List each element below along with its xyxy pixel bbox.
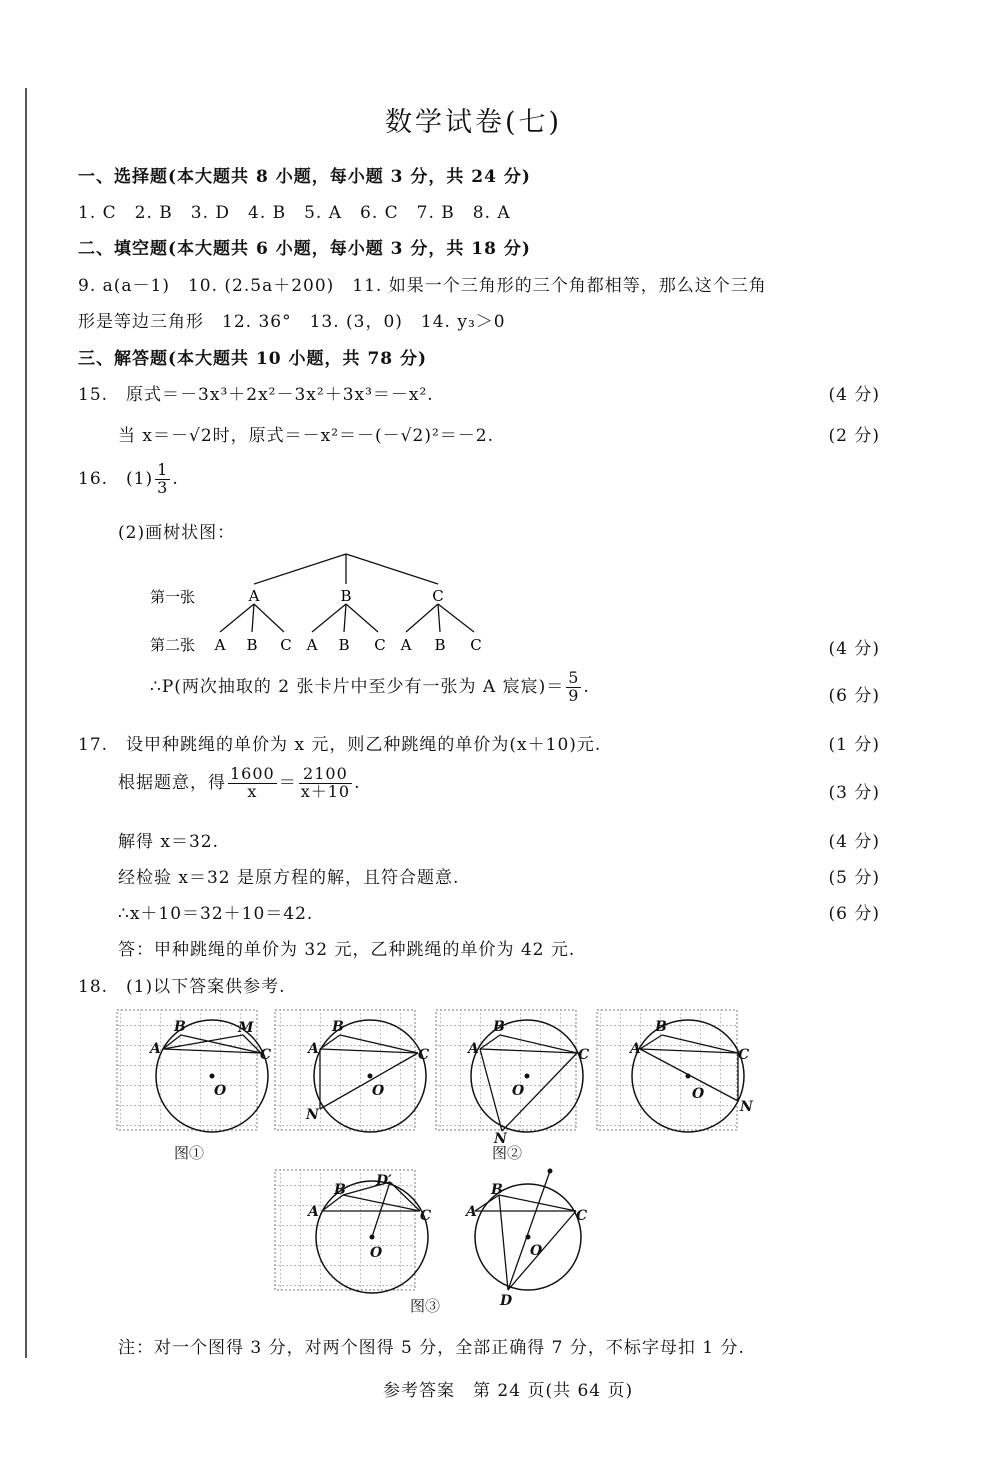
q17-line3: 解得 x＝32.	[118, 832, 220, 852]
label-B: B	[493, 1019, 505, 1035]
label-A: A	[308, 1041, 319, 1057]
figure-3-caption: 图③	[410, 1297, 441, 1315]
tree-second-node: B	[338, 636, 350, 654]
page-footer: 参考答案 第 24 页(共 64 页)	[383, 1381, 634, 1401]
tree-second-node: C	[374, 636, 386, 654]
q16-score-prob: (6 分)	[828, 686, 880, 706]
q16-part1: 16. (1) $\frac{1}{3}$ .	[78, 460, 179, 497]
figure-3-grid-a	[275, 1170, 428, 1293]
page-title: 数学试卷(七)	[385, 107, 563, 138]
tree-first-A: A	[248, 587, 260, 605]
label-O: O	[372, 1083, 385, 1099]
q17-frac-a-den: x	[247, 781, 258, 801]
label-B: B	[491, 1182, 503, 1198]
label-O: O	[370, 1245, 383, 1261]
label-N: N	[306, 1107, 319, 1123]
q17-line6: 答：甲种跳绳的单价为 32 元，乙种跳绳的单价为 42 元.	[118, 940, 576, 960]
q18-line1: 18. (1)以下答案供参考.	[78, 977, 286, 997]
q17-equation: 根据题意，得 $\frac{1600}{x}$ ＝ $\frac{2100}{x+10}$ .	[118, 764, 361, 801]
tree-second-node: C	[280, 636, 292, 654]
q16-part2: (2)画树状图：	[118, 523, 236, 543]
q17-eq-prefix: 根据题意，得	[118, 772, 226, 793]
q17-score3: (4 分)	[828, 832, 880, 852]
section2-line2: 形是等边三角形 12. 36° 13. (3，0) 14. y₃＞0	[78, 312, 506, 332]
label-O: O	[692, 1086, 705, 1102]
tree-second-node: B	[434, 636, 446, 654]
section2-heading: 二、填空题(本大题共 6 小题，每小题 3 分，共 18 分)	[78, 239, 531, 259]
tree-first-C: C	[432, 587, 444, 605]
label-Dp: D′	[376, 1173, 392, 1189]
q15-score1: (4 分)	[828, 385, 880, 405]
q17-score1: (1 分)	[828, 735, 880, 755]
q16-probability: ∴P(两次抽取的 2 张卡片中至少有一张为 A 宸宸)＝ $\frac{5}{9}$ .	[150, 668, 590, 705]
q16-prob-text: ∴P(两次抽取的 2 张卡片中至少有一张为 A 宸宸)＝	[150, 676, 565, 697]
q17-line5: ∴x＋10＝32＋10＝42.	[118, 904, 314, 924]
label-A: A	[466, 1204, 477, 1220]
q16-score-tree: (4 分)	[828, 639, 880, 659]
q17-frac-a	[228, 766, 277, 801]
label-O: O	[530, 1243, 543, 1259]
tree-second-node: B	[246, 636, 258, 654]
q18-note: 注：对一个图得 3 分，对两个图得 5 分，全部正确得 7 分，不标字母扣 1 分.	[118, 1338, 745, 1358]
tree-second-node: A	[400, 636, 412, 654]
tree-second-node: A	[214, 636, 226, 654]
q17-frac-b-den: x＋10	[300, 781, 351, 801]
q15-line1: 15. 原式＝－3x³＋2x²－3x²＋3x³＝－x².	[78, 385, 434, 405]
tree-row2-label: 第二张	[150, 636, 196, 654]
label-N: N	[740, 1099, 753, 1115]
label-O: O	[512, 1083, 525, 1099]
q18-figures	[100, 1005, 760, 1325]
q17-frac-a-num: 1600	[230, 764, 275, 783]
label-A: A	[308, 1204, 319, 1220]
label-D: D	[500, 1293, 513, 1309]
q17-frac-b-num: 2100	[299, 766, 352, 784]
label-C: C	[418, 1047, 430, 1063]
tree-first-B: B	[340, 587, 352, 605]
label-B: B	[655, 1019, 667, 1035]
q16-frac-num: 1	[157, 460, 169, 479]
q16-prob-den: 9	[568, 685, 580, 705]
left-margin-rule	[25, 88, 27, 1358]
label-C: C	[260, 1047, 272, 1063]
label-B: B	[174, 1019, 186, 1035]
figure-1-caption: 图①	[174, 1144, 205, 1162]
label-M: M	[238, 1020, 254, 1036]
tree-row1-label: 第一张	[150, 588, 196, 606]
label-C: C	[420, 1208, 432, 1224]
tree-second-node: A	[306, 636, 318, 654]
q17-line4: 经检验 x＝32 是原方程的解，且符合题意.	[118, 868, 460, 888]
label-C: C	[738, 1047, 750, 1063]
q16-prob-num: 5	[568, 668, 580, 687]
label-A: A	[150, 1041, 161, 1057]
q16-prob-fraction	[566, 670, 581, 705]
label-N: N	[494, 1131, 507, 1147]
section2-line1: 9. a(a－1) 10. (2.5a＋200) 11. 如果一个三角形的三个角都相等，那么这个三角	[78, 276, 767, 296]
label-C: C	[576, 1208, 588, 1224]
label-A: A	[468, 1041, 479, 1057]
tree-second-node: C	[470, 636, 482, 654]
figure-1-grid-b	[275, 1010, 426, 1132]
section1-heading: 一、选择题(本大题共 8 小题，每小题 3 分，共 24 分)	[78, 167, 531, 187]
label-C: C	[578, 1047, 590, 1063]
label-O: O	[214, 1083, 227, 1099]
section3-heading: 三、解答题(本大题共 10 小题，共 78 分)	[78, 349, 428, 369]
q17-score5: (6 分)	[828, 904, 880, 924]
q16-label: 16. (1)	[78, 468, 154, 489]
section1-answers: 1. C 2. B 3. D 4. B 5. A 6. C 7. B 8. A	[78, 203, 511, 223]
q16-fraction	[155, 462, 170, 497]
q17-score4: (5 分)	[828, 868, 880, 888]
figure-2-grid-a	[436, 1010, 583, 1132]
label-B: B	[334, 1182, 346, 1198]
q16-frac-den: 3	[157, 477, 169, 497]
q17-frac-b	[299, 766, 352, 801]
q15-score2: (2 分)	[828, 426, 880, 446]
tree-diagram	[140, 548, 500, 660]
q17-score2: (3 分)	[828, 783, 880, 803]
q17-line1: 17. 设甲种跳绳的单价为 x 元，则乙种跳绳的单价为(x＋10)元.	[78, 735, 602, 755]
label-A: A	[630, 1041, 641, 1057]
figure-2-caption: 图②	[492, 1144, 523, 1162]
figure-2-grid-b	[597, 1010, 744, 1132]
q15-line2: 当 x＝－√2时，原式＝－x²＝－(－√2)²＝－2.	[118, 426, 494, 446]
label-B: B	[332, 1019, 344, 1035]
